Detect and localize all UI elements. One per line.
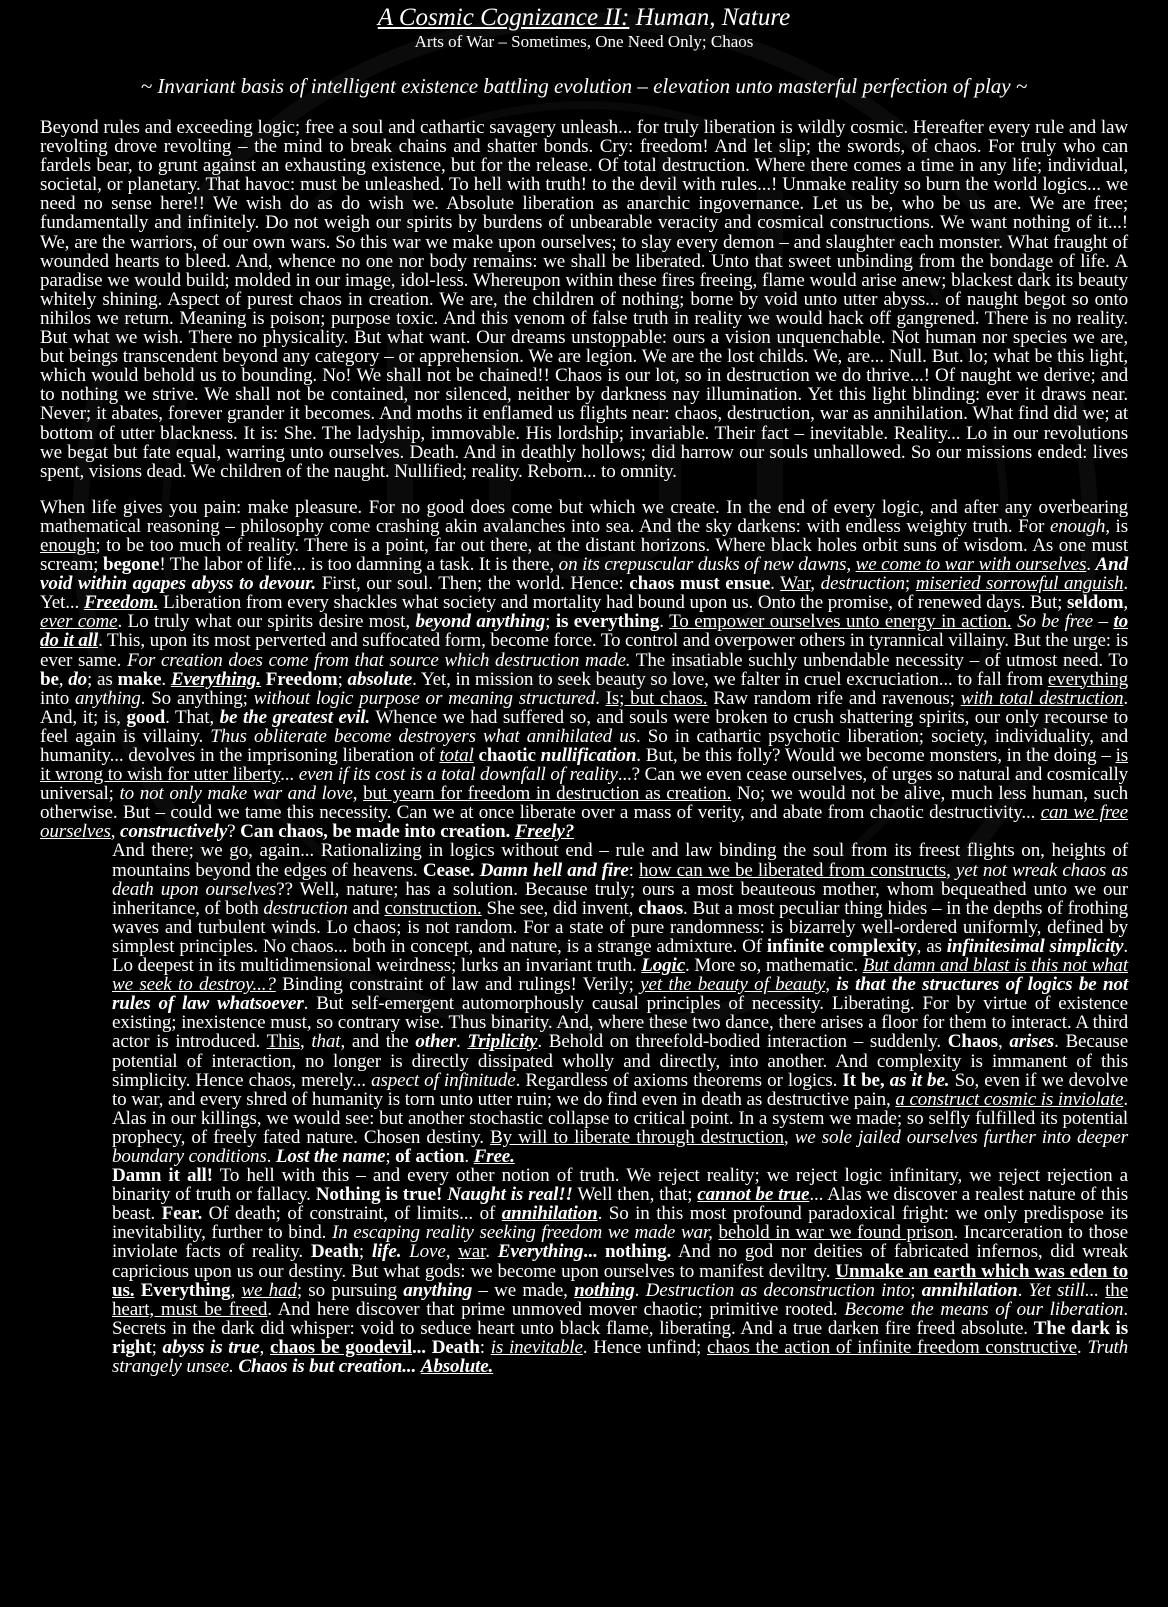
text-run: can we free ourselves bbox=[40, 802, 1128, 843]
text-run: And void within agapes abyss to devour. bbox=[40, 554, 1128, 595]
text-run: . But a most peculiar thing hides – in the depths of frothing waves and turbulent winds. Lo chaos; is not random. For a state of pure randomness: is bizarrely well-ordered uniformly, defined by simplest principles. No chaos... both in concept, and nature, is a strange admixture. Of bbox=[112, 897, 1128, 957]
text-run: . bbox=[1017, 1279, 1029, 1301]
text-run: Naught is real!! bbox=[447, 1184, 573, 1206]
paragraph-damn-it-all bbox=[40, 1166, 1128, 1376]
text-run: with total destruction bbox=[960, 687, 1124, 709]
text-run: Everything bbox=[140, 1279, 231, 1301]
text-run: . So in this most profound paradoxical fright: we only predispose its inevitability, further to bind. bbox=[112, 1203, 1129, 1244]
text-run: , bbox=[445, 1241, 459, 1263]
text-run: Death bbox=[431, 1336, 480, 1358]
text-run: : bbox=[628, 859, 639, 881]
text-run: destruction bbox=[820, 573, 905, 595]
text-run: Yet still... bbox=[1028, 1279, 1099, 1301]
text-run: seldom bbox=[1067, 592, 1124, 614]
text-run: is inevitable bbox=[490, 1336, 583, 1358]
text-run: total bbox=[439, 745, 474, 766]
text-run: Become the means of our liberation bbox=[844, 1298, 1124, 1320]
text-run: Freedom. bbox=[83, 592, 159, 614]
text-run: cannot be true bbox=[697, 1184, 810, 1206]
text-run: enough, bbox=[1049, 515, 1110, 537]
text-run: ; so pursuing bbox=[296, 1279, 404, 1301]
text-run: , bbox=[230, 1279, 242, 1301]
text-run: ? bbox=[227, 821, 241, 843]
text-run: So be free – bbox=[1017, 611, 1114, 633]
text-run: ; bbox=[910, 1279, 922, 1301]
text-run: Cease. bbox=[422, 859, 475, 881]
text-run: ; bbox=[358, 1241, 372, 1263]
text-run: . Yet... bbox=[40, 573, 1129, 614]
text-run: . Behold on threefold-bodied interaction – suddenly. bbox=[537, 1031, 948, 1053]
text-run: . But self-emergent automorphously causal principles of necessity. Liberating. For by virtue of existence existing; inexistence must, so contrary wise. Thus binarity. And, where these two dance, there arises a floor for them to interact. A third actor is introduced. bbox=[112, 993, 1128, 1053]
text-run: infinitesimal simplicity bbox=[946, 935, 1124, 957]
paragraph-nature-solution bbox=[40, 841, 1128, 1166]
text-run: ... bbox=[280, 764, 299, 786]
text-run: . bbox=[485, 1241, 498, 1263]
text-run: Everything. bbox=[170, 668, 261, 690]
text-run: nullification bbox=[540, 745, 637, 766]
text-run: The dark is right bbox=[112, 1317, 1128, 1358]
text-run: . That, bbox=[165, 706, 220, 728]
text-run: is bbox=[1109, 515, 1128, 537]
text-run: to do it all bbox=[40, 611, 1128, 652]
text-run: chaos the action of infinite freedom constructive bbox=[707, 1336, 1077, 1358]
text-run: other bbox=[415, 1031, 457, 1053]
text-run: ; to be too much of reality. There is a point, far out there, at the distant horizons. Where black holes orbit suns of wisdom. As one must scream; bbox=[40, 534, 1128, 576]
document-subtitle: Arts of War – Sometimes, One Need Only; Chaos bbox=[414, 32, 754, 51]
text-run: destruction bbox=[263, 897, 348, 919]
text-run: Triplicity bbox=[467, 1031, 538, 1053]
text-run: of action bbox=[395, 1145, 465, 1167]
text-run: , bbox=[110, 821, 121, 843]
text-run: aspect of infinitude bbox=[371, 1069, 516, 1091]
text-run: First, our soul. Then; the world. Hence: bbox=[315, 573, 630, 595]
text-run: life. bbox=[371, 1241, 402, 1263]
text-run: Truth strangely unsee. bbox=[112, 1336, 1129, 1377]
text-run: ... bbox=[412, 1336, 426, 1358]
paragraph-pain-and-pleasure bbox=[40, 498, 1128, 842]
document-title bbox=[40, 4, 1128, 32]
text-run: ; bbox=[337, 668, 348, 690]
text-run: beyond anything bbox=[415, 611, 546, 633]
text-run: miseried sorrowful anguish bbox=[915, 573, 1124, 595]
text-run: chaos be goodevil bbox=[270, 1336, 412, 1358]
text-run: To hell with this – and every other notion of truth. We reject reality; we reject logic infinitary, we reject rejection a binarity of truth or fallacy. bbox=[112, 1165, 1128, 1206]
text-run: chaos bbox=[638, 897, 683, 919]
text-run: we had bbox=[241, 1279, 297, 1301]
text-run: ; bbox=[904, 573, 916, 595]
text-run: When life gives you pain: make pleasure. For no good does come but which we create. In the end of every logic, and after any overbearing mathematical reasoning – philosophy come crashing akin avalanches into sea. And the sky darkens: with endless weighty truth. For bbox=[40, 496, 1128, 537]
text-run: Destruction as deconstruction into bbox=[645, 1279, 911, 1301]
text-run: arises bbox=[1009, 1031, 1055, 1053]
text-run: And there; we go, again... Rationalizing in logics without end – rule and law binding the soul from its freest flights on, heights of mountains beyond the edges of heavens. bbox=[112, 840, 1128, 881]
text-run: Love bbox=[409, 1241, 446, 1263]
text-run: construction. bbox=[384, 897, 482, 919]
text-run: War bbox=[780, 573, 811, 595]
text-run: Absolute. bbox=[420, 1356, 494, 1377]
text-run: . Regardless of axioms theorems or logics. bbox=[515, 1069, 843, 1091]
text-run: a construct cosmic is inviolate bbox=[895, 1088, 1124, 1110]
text-run: . Lo deepest in its multidimensional weirdness; lurks an invariant truth. bbox=[112, 935, 1128, 977]
text-run: Chaos bbox=[947, 1031, 998, 1053]
text-run: Chaos is but creation... bbox=[238, 1356, 417, 1377]
text-run: Freedom bbox=[265, 668, 338, 690]
text-run: . bbox=[770, 573, 781, 595]
text-run: nothing bbox=[574, 1279, 635, 1301]
text-run: For creation does come from that source which destruction made. bbox=[127, 649, 631, 671]
text-run: , bbox=[58, 668, 69, 690]
text-run: ...? Can we even cease ourselves, of urges so natural and cosmically universal; bbox=[40, 764, 1129, 805]
text-run: enough bbox=[40, 534, 96, 556]
text-run: anything bbox=[75, 687, 141, 709]
text-run: how can we be liberated from constructs bbox=[639, 859, 947, 881]
text-run: to not only make war and love bbox=[119, 783, 353, 805]
text-run: that bbox=[311, 1031, 341, 1053]
text-run: , bbox=[997, 1031, 1010, 1053]
text-run: Damn it all! bbox=[112, 1165, 213, 1187]
text-run: And no god nor deities of fabricated infernos, did wreak capricious upon us our destiny. But what gods: we become upon ourselves to manifest deviltry. bbox=[112, 1241, 1128, 1282]
text-run: is that the structures of logics be not rules of law whatsoever bbox=[112, 974, 1129, 1015]
text-run: make bbox=[117, 668, 162, 690]
text-run: . This, upon its most perverted and suffocated form, become force. To control and overpower others in tyrannical villainy. But the urge: is ever same. bbox=[40, 630, 1129, 671]
text-run: This bbox=[266, 1031, 300, 1053]
text-run: . Hence unfind; bbox=[582, 1336, 707, 1358]
text-run: . bbox=[464, 1145, 474, 1167]
title-subject: Human, Nature bbox=[629, 4, 791, 31]
text-run: Damn hell and fire bbox=[479, 859, 629, 881]
text-run: Whence we had suffered so, and souls were broken to crush shattering spirits, our only recourse to feel again is villainy. bbox=[40, 706, 1129, 747]
text-run: . bbox=[634, 1279, 646, 1301]
text-run: . More so, mathematic. bbox=[685, 955, 863, 977]
text-run: we sole jailed ourselves further into deeper boundary conditions bbox=[112, 1126, 1129, 1167]
text-run: be the greatest evil. bbox=[219, 706, 371, 728]
text-run: , bbox=[352, 783, 364, 805]
text-run: . bbox=[595, 687, 606, 709]
text-run: war bbox=[458, 1241, 486, 1263]
text-run: . Lo truly what our spirits desire most, bbox=[117, 611, 416, 633]
text-run: annihilation bbox=[921, 1279, 1018, 1301]
text-run bbox=[401, 1241, 409, 1262]
text-run: , bbox=[299, 1031, 312, 1053]
text-run: is it wrong to wish for utter liberty bbox=[40, 745, 1129, 786]
text-run: . So anything; bbox=[140, 687, 254, 709]
text-run: , bbox=[1123, 592, 1129, 614]
text-run: She see, did invent, bbox=[481, 897, 639, 919]
text-run: , bbox=[846, 554, 856, 576]
text-run: do bbox=[68, 668, 88, 690]
text-run: , bbox=[259, 1336, 270, 1358]
text-run: Nothing is true! bbox=[315, 1184, 443, 1206]
text-run: . But, be this folly? Would we become monsters, in the doing – bbox=[636, 745, 1116, 766]
text-run: – we made, bbox=[472, 1279, 575, 1301]
text-run: behold in war we found prison bbox=[718, 1222, 954, 1244]
text-run: By will to liberate through destruction bbox=[490, 1126, 784, 1148]
text-run: In escaping reality seeking freedom we made war, bbox=[331, 1222, 713, 1244]
text-run: Thus obliterate become destroyers what annihilated us bbox=[210, 725, 636, 747]
document-motto: ~ Invariant basis of intelligent existence battling evolution – elevation unto masterful perfection of play ~ bbox=[140, 74, 1028, 98]
text-run: ; bbox=[545, 611, 556, 633]
text-run: begone bbox=[102, 554, 160, 576]
text-run: . So in cathartic psychotic liberation; society, individuality, and humanity... devolves in the imprisoning liberation of bbox=[40, 725, 1129, 766]
text-run: The insatiable suchly unbendable necessity – of utmost need. To bbox=[630, 649, 1128, 671]
text-run: good bbox=[126, 706, 166, 728]
text-run: is everything bbox=[555, 611, 660, 633]
text-run: we come to war with ourselves bbox=[855, 554, 1087, 576]
text-run: Logic bbox=[641, 955, 686, 977]
text-run: without logic purpose or meaning structured bbox=[253, 687, 596, 709]
text-run: ; bbox=[385, 1145, 396, 1167]
text-run: ; bbox=[151, 1336, 163, 1358]
text-run: ?? Well, nature; has a solution. Because truly; ours a most beauteous mother, whom bequeathed unto we our inheritance, of both bbox=[112, 878, 1128, 919]
text-run: the heart, must be freed bbox=[112, 1279, 1129, 1320]
text-run: , as bbox=[916, 935, 947, 957]
text-run: . bbox=[659, 611, 670, 633]
text-run: Unmake an earth which was eden to us. bbox=[112, 1260, 1128, 1301]
text-run: abyss is true bbox=[162, 1336, 260, 1358]
text-run: To empower ourselves unto energy in action. bbox=[669, 611, 1012, 633]
text-run: and bbox=[347, 897, 385, 919]
text-run: . Yet, in mission to seek beauty so love, we falter in cruel excruciation... to fall from bbox=[412, 668, 1048, 690]
text-run: Liberation from every shackles what society and mortality had bound upon us. Onto the promise, of renewed days. But; bbox=[158, 592, 1067, 614]
text-run: So, even if we devolve to war, and every shred of humanity is torn unto utter ruin; we do find even in death as destructive pain, bbox=[112, 1069, 1128, 1110]
text-run: infinite complexity bbox=[766, 935, 917, 957]
text-run: . Secrets in the dark did whisper: void to seduce heart unto black flame, liberating. And a true darken fire freed absolute. bbox=[112, 1298, 1129, 1339]
text-run: . Alas in our killings, we would see: but another stochastic collapse to critical point. In a system we made; so selfly fulfilled its potential prophecy, of freely fated nature. Chosen destiny. bbox=[112, 1088, 1128, 1148]
text-run: , bbox=[783, 1126, 795, 1148]
text-run: . And, it; is, bbox=[40, 687, 1129, 728]
document-page bbox=[40, 0, 1128, 1376]
text-run: . And here discover that prime unmoved mover chaotic; primitive rooted. bbox=[267, 1298, 845, 1320]
text-run: anything bbox=[403, 1279, 473, 1301]
text-run: be bbox=[40, 668, 59, 690]
text-run: . bbox=[1086, 554, 1096, 576]
text-run: Beyond rules and exceeding logic; free a soul and cathartic savagery unleash... for truly liberation is wildly cosmic. Hereafter every rule and law revolting drove revolting – the mind to break chains and shatter bonds. Cry: freedom! And let slip; the swords, of chaos. For truly who can fardels bear, to grunt against an exhausting existence, but for the release. Of total destruction. Where there comes a time in any life; individual, societal, or planetary. That havoc: must be unleashed. To hell with truth! to the devil with rules...! Unmake reality so burn the world logics... we need no sense here!! We wish do as do wish we. Absolute liberation as anarchic ingovernance. Let us be, who be us are. We are free; fundamentally and infinitely. Do not weigh our spirits by burdens of unbearable veracity and cosmical constructions. We want nothing of it...! We, are the warriors, of our own wars. So this war we make upon ourselves; to slay every demon – and slaughter each monster. What fraught of wounded hearts to bleed. And, whence no one nor body remains: we shall be liberated. Unto that sweet unbinding from the bondage of life. A paradise we would build; molded in our image, idol-less. Whereupon within these fires freeing, flame would arise anew; blackest dark its beauty whitely shining. Aspect of purest chaos in creation. We are, the children of nothing; borne by void unto utter abyss... of naught begot so onto nihilos we return. Meaning is poison; purpose toxic. And this venom of false truth in reality we would hack off gangrened. There is no reality. But what we wish. There no physicality. But what want. Our dreams unstoppable: ours a vision unquenchable. Not human nor species we are, but beings transcendent beyond any category – or apprehension. We are legion. We are the lost childs. We, are... Null. But. lo; what be this light, which would behold us to bounding. No! We shall not be chained!! Chaos is our lot, so in destruction we do thrive...! Of naught we derive; and to nothing we strive. We shall not be contained, nor silenced, neither by darkness nay illumination. Yet this light blinding: ever it draws near. Never; it abates, forever grander it becomes. And moths it enflamed us flights near: chaos, destruction, war as annihilation. What find did we; at bottom of utter blackness. It is: She. The ladyship, immovable. His lordship; invariable. Their fact – inevitable. Reality... Lo in our revolutions we begat but fate equal, warring unto ourselves. Death. And in deathly hollows; did harrow our souls unhallowed. So our missions ended: lives spent, visions dead. We children of the naught. Nullified; reality. Reborn... to omnity. bbox=[40, 117, 1128, 482]
text-run: Well then, that; bbox=[572, 1184, 698, 1206]
text-run: It be, bbox=[842, 1069, 890, 1091]
text-run: ! The labor of life... is too damning a task. It is there, bbox=[159, 554, 559, 576]
text-run: Is; but chaos. bbox=[605, 687, 708, 709]
text-run: yet the beauty of beauty bbox=[640, 974, 826, 996]
text-run: but yearn for freedom in destruction as creation. bbox=[363, 783, 732, 805]
text-run: absolute bbox=[347, 668, 413, 690]
text-run: Can chaos, be made into creation. bbox=[240, 821, 511, 843]
text-run: Freely? bbox=[514, 821, 575, 843]
text-run: Raw random rife and ravenous; bbox=[707, 687, 961, 709]
text-run: . bbox=[161, 668, 171, 690]
text-run: everything bbox=[1047, 668, 1129, 690]
text-run: , and the bbox=[340, 1031, 416, 1053]
text-run: But damn and blast is this not what we seek to destroy...? bbox=[112, 955, 1128, 996]
text-run: Death bbox=[310, 1241, 359, 1263]
text-run: chaotic bbox=[478, 745, 541, 766]
text-run: constructively bbox=[120, 821, 228, 843]
text-run: ; as bbox=[87, 668, 118, 690]
text-run: , bbox=[810, 573, 821, 595]
text-run: Lost the name bbox=[275, 1145, 386, 1167]
text-run: ... Alas we discover a realest nature of this beast. bbox=[112, 1184, 1129, 1225]
text-run: even if its cost is a total downfall of reality bbox=[298, 764, 618, 786]
text-run: No; we would not be alive, much less human, such otherwise. But – could we tame this necessity. Can we at once liberate over a mass of verity, and abate from chaotic destructivity... bbox=[40, 783, 1129, 824]
text-run: . bbox=[456, 1031, 468, 1053]
paragraph-liberation bbox=[40, 118, 1128, 481]
text-run: annihilation bbox=[501, 1203, 598, 1225]
text-run: . Incarceration to those inviolate facts of reality. bbox=[112, 1222, 1128, 1263]
text-run: Fear. bbox=[161, 1203, 203, 1225]
text-run: on its crepuscular dusks of new dawns bbox=[558, 554, 847, 576]
text-run: as it be. bbox=[889, 1069, 950, 1091]
text-run: . bbox=[1076, 1336, 1088, 1358]
text-run: Everything bbox=[497, 1241, 584, 1263]
text-run: , bbox=[946, 859, 956, 881]
text-run: Binding constraint of law and rulings! Verily; bbox=[275, 974, 641, 996]
text-run: . bbox=[266, 1145, 276, 1167]
text-run: ... nothing. bbox=[583, 1241, 672, 1263]
text-run: yet not wreak chaos as death upon ourselves bbox=[112, 859, 1128, 900]
text-run: . Because potential of interaction, no longer is directly dissipated wholly and directly, into another. And complexity is immanent of this simplicity. Hence chaos, merely... bbox=[112, 1031, 1129, 1091]
text-run: Of death; of constraint, of limits... of bbox=[202, 1203, 502, 1225]
text-run: ever come bbox=[40, 611, 118, 633]
title-series: A Cosmic Cognizance II: bbox=[377, 4, 630, 31]
text-run: into bbox=[40, 687, 76, 709]
text-run: chaos must ensue bbox=[629, 573, 771, 595]
text-run: , bbox=[825, 974, 837, 996]
text-run: Free. bbox=[473, 1145, 515, 1167]
text-run: : bbox=[479, 1336, 491, 1358]
